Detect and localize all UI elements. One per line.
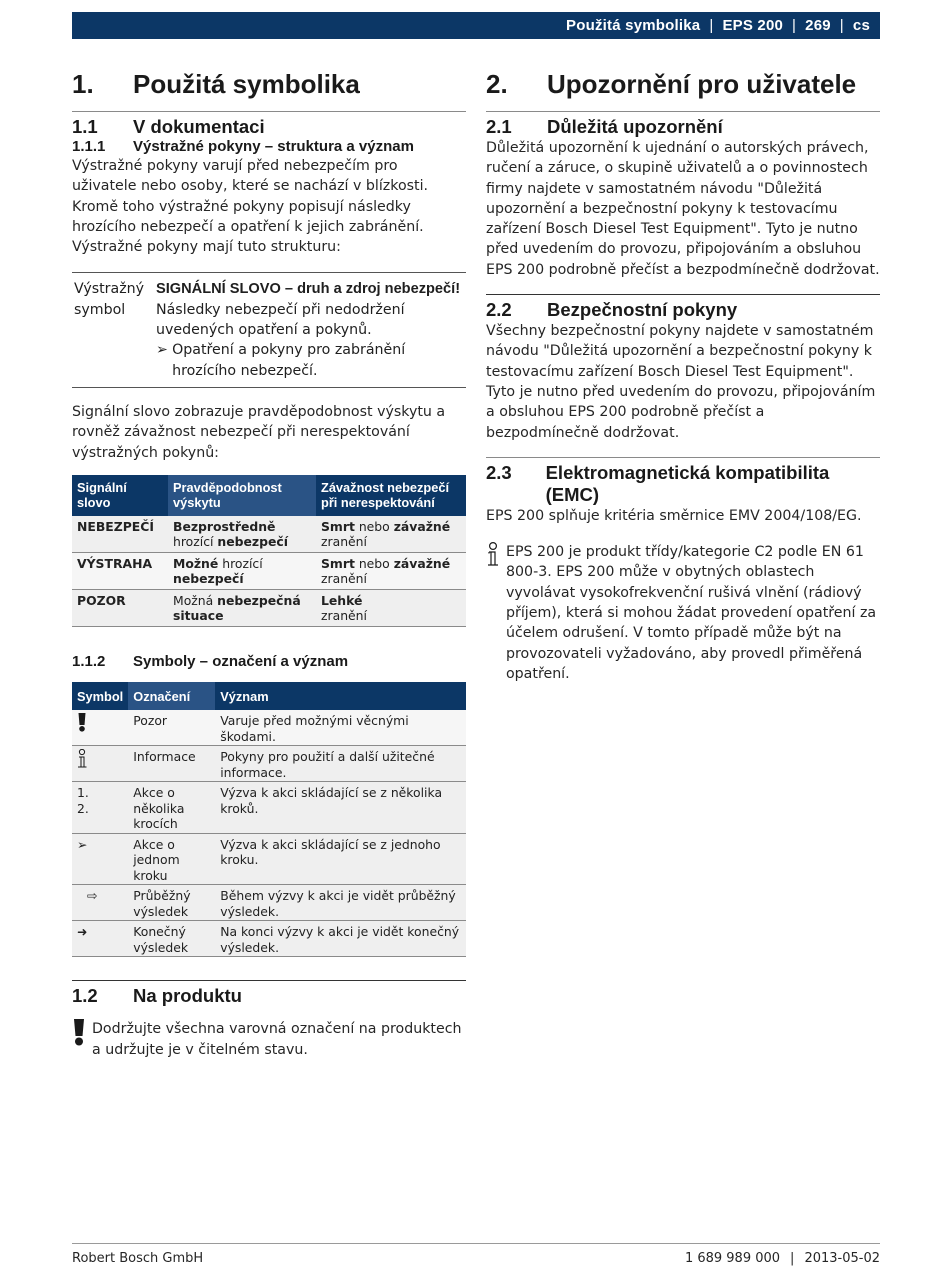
table-header: Pravděpodobnost výskytu	[168, 475, 316, 516]
safety-paragraph: Všechny bezpečnostní pokyny najdete v samostatném návodu "Důležitá upozornění a bezpečnostní pokyny k testovacímu zařízení Bosch Diesel Test Equipment". Tyto je nutno před uvedením do provozu, připojováním a obsluhou EPS 200 podrobně přečíst a bezpodmínečně dodržovat.	[486, 323, 876, 441]
intermediate-result-icon: ⇨	[87, 888, 98, 904]
meaning-cell: Výzva k akci skládající se z několika kroků.	[215, 782, 466, 834]
signal-word-table	[72, 475, 466, 627]
designation-cell: Konečný výsledek	[128, 921, 215, 957]
signal-word-cell: VÝSTRAHA	[72, 552, 168, 589]
table-row	[72, 782, 466, 834]
intro-paragraph: Výstražné pokyny varují před nebezpečím pro uživatele nebo osoby, které se nachází v blízkosti. Kromě toho výstražné pokyny popisují následky hrozícího nebezpečí a opatření k jejich zabránění. Výstražné pokyny mají tuto strukturu:	[72, 158, 429, 256]
divider	[72, 111, 466, 112]
section-2-1-heading: 2.1 Důležitá upozornění	[486, 116, 723, 137]
final-result-icon: ➜	[77, 924, 88, 940]
section-1-2-heading: 1.2 Na produktu	[72, 985, 242, 1007]
table-header: Závažnost nebezpečí při nerespektování	[316, 475, 466, 516]
footer-document-number: 1 689 989 000	[684, 1251, 781, 1266]
product-warning-note: Dodržujte všechna varovná označení na produktech a udržujte je v čitelném stavu.	[72, 1019, 466, 1060]
symbol-cell	[72, 833, 128, 885]
footer-divider	[72, 1243, 880, 1244]
table-row	[72, 710, 466, 746]
table-header: Signální slovo	[72, 475, 168, 516]
symbol-cell	[72, 885, 128, 921]
table-row	[72, 885, 466, 921]
table-row	[72, 589, 466, 626]
right-column	[486, 64, 880, 684]
signal-word-cell: POZOR	[72, 589, 168, 626]
warning-consequence: Následky nebezpečí při nedodržení uvedených opatření a pokynů.	[156, 301, 405, 339]
table-row	[72, 833, 466, 885]
severity-cell: Smrt nebo závažné zranění	[316, 552, 466, 589]
section-1-1-1-heading: 1.1.1 Výstražné pokyny – struktura a význam	[72, 138, 414, 155]
header-product: EPS 200	[722, 17, 784, 34]
severity-cell: Lehké zranění	[316, 589, 466, 626]
meaning-cell: Během výzvy k akci je vidět průběžný výsledek.	[215, 885, 466, 921]
header-section: Použitá symbolika	[566, 17, 701, 34]
severity-cell: Smrt nebo závažné zranění	[316, 516, 466, 553]
probability-cell: Bezprostředně hrozící nebezpečí	[168, 516, 316, 553]
meaning-cell: Na konci výzvy k akci je vidět konečný výsledek.	[215, 921, 466, 957]
footer-company: Robert Bosch GmbH	[72, 1251, 204, 1266]
important-notes-paragraph: Důležitá upozornění k ujednání o autorských právech, ručení a záruce, o skupině uživatelů a o povinnostech firmy najdete v samostatném návodu "Důležitá upozornění a bezpečnostní pokyny k testovacímu zařízení Bosch Diesel Test Equipment". Tyto je nutno před uvedením do provozu, připojováním a obsluhou EPS 200 podrobně přečíst a bezpodmínečně dodržovat.	[486, 140, 880, 278]
divider	[486, 111, 880, 112]
exclamation-icon	[77, 720, 87, 735]
multi-step-numbers-icon: 1. 2.	[77, 785, 89, 816]
divider	[486, 457, 880, 458]
signal-word-cell: NEBEZPEČÍ	[72, 516, 168, 553]
meaning-cell: Pokyny pro použití a další užitečné informace.	[215, 746, 466, 782]
footer-meta: 1 689 989 000 | 2013-05-02	[684, 1251, 880, 1266]
meaning-cell: Varuje před možnými věcnými škodami.	[215, 710, 466, 746]
symbol-cell	[72, 746, 128, 782]
warning-step: Opatření a pokyny pro zabránění hrozícího nebezpečí.	[172, 342, 406, 379]
symbol-cell	[72, 921, 128, 957]
designation-cell: Průběžný výsledek	[128, 885, 215, 921]
info-icon	[77, 757, 88, 772]
designation-cell: Akce o několika krocích	[128, 782, 215, 834]
footer-date: 2013-05-02	[804, 1251, 880, 1266]
chapter-2-heading: 2. Upozornění pro uživatele	[486, 68, 857, 99]
info-icon	[486, 542, 506, 684]
table-header: Označení	[128, 682, 215, 711]
header-page-number: 269	[805, 17, 831, 34]
designation-cell: Pozor	[128, 710, 215, 746]
emc-paragraph: EPS 200 splňuje kritéria směrnice EMV 2004/108/EG.	[486, 507, 862, 524]
warning-symbol-label: Výstražný symbol	[74, 281, 145, 318]
warning-signal-line: SIGNÁLNÍ SLOVO – druh a zdroj nebezpečí!	[156, 281, 461, 298]
divider	[486, 294, 880, 295]
table-row	[72, 921, 466, 957]
exclamation-icon	[72, 1019, 92, 1060]
meaning-cell: Výzva k akci skládající se z jednoho kroku.	[215, 833, 466, 885]
single-step-arrow-icon: ➢	[156, 342, 168, 359]
single-step-arrow-icon: ➢	[77, 836, 88, 852]
probability-cell: Možná nebezpečná situace	[168, 589, 316, 626]
header-language: cs	[852, 17, 870, 34]
symbol-cell	[72, 782, 128, 834]
left-column	[72, 64, 466, 1060]
chapter-1-heading: 1. Použitá symbolika	[72, 68, 360, 99]
section-2-2-heading: 2.2 Bezpečnostní pokyny	[486, 299, 738, 321]
designation-cell: Akce o jednom kroku	[128, 833, 215, 885]
table-row	[72, 552, 466, 589]
symbol-table	[72, 682, 466, 958]
table-row	[72, 746, 466, 782]
section-1-1-heading: 1.1 V dokumentaci	[72, 116, 265, 137]
probability-cell: Možné hrozící nebezpečí	[168, 552, 316, 589]
designation-cell: Informace	[128, 746, 215, 782]
divider	[72, 980, 466, 981]
warning-structure-box	[72, 272, 466, 387]
table-header: Význam	[215, 682, 466, 711]
table-row	[72, 516, 466, 553]
table-header: Symbol	[72, 682, 128, 711]
section-2-3-heading: 2.3 Elektromagnetická kompatibilita (EMC)	[486, 461, 830, 505]
signal-word-paragraph: Signální slovo zobrazuje pravděpodobnost výskytu a rovněž závažnost nebezpečí při nerespektování výstražných pokynů:	[72, 403, 446, 461]
page-header: Použitá symbolika | EPS 200 | 269 | cs	[72, 12, 880, 39]
section-1-1-2-heading: 1.1.2 Symboly – označení a význam	[72, 652, 349, 670]
emc-info-note: EPS 200 je produkt třídy/kategorie C2 podle EN 61 800-3. EPS 200 může v obytných oblastech vyvolávat vysokofrekvenční rušivá vlnění (rádiový příjem), která si mohou žádat provedení opatření za účelem odrušení. V tomto případě může být na provozovateli vyžadováno, aby provedl přiměřená opatření.	[486, 542, 880, 684]
symbol-cell	[72, 710, 128, 746]
